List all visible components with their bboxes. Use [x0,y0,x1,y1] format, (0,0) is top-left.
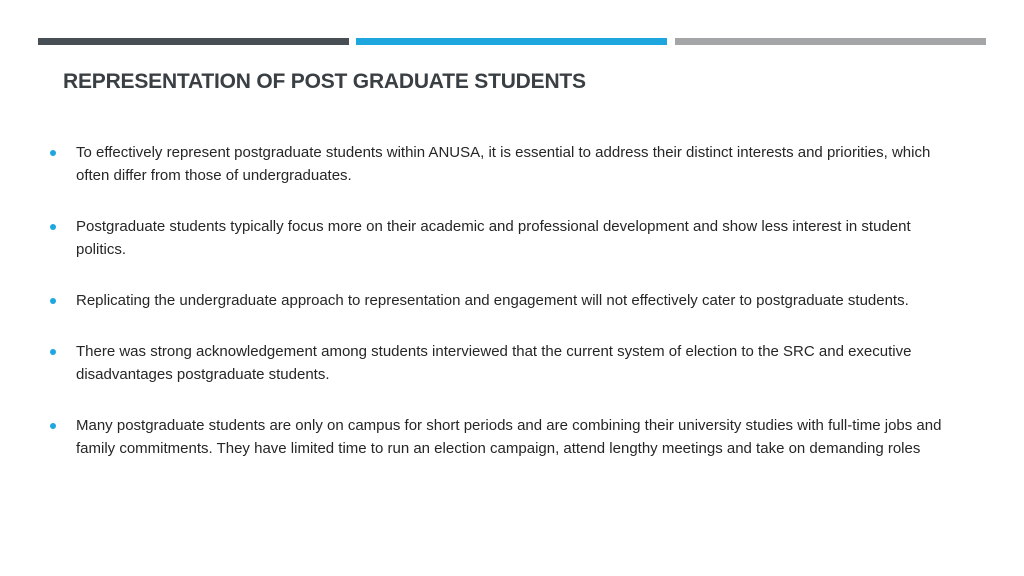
bullet-text: To effectively represent postgraduate students within ANUSA, it is essential to address their distinct interests and priorities, which often differ from those of undergraduates. [76,144,931,184]
bullet-item [48,340,948,386]
bullet-text: There was strong acknowledgement among students interviewed that the current system of election to the SRC and executive disadvantages postgraduate students. [76,343,912,383]
bullet-dot-icon [50,150,56,156]
bullet-dot-icon [50,423,56,429]
bullet-text: Replicating the undergraduate approach to representation and engagement will not effectively cater to postgraduate students. [76,292,909,309]
bullet-list [48,141,948,488]
accent-bar-dark [38,38,349,45]
accent-bar-gray [675,38,986,45]
accent-bar-blue [356,38,667,45]
bullet-text: Postgraduate students typically focus more on their academic and professional development and show less interest in student politics. [76,218,911,258]
bullet-item [48,289,948,312]
slide-title: REPRESENTATION OF POST GRADUATE STUDENTS [63,70,586,93]
bullet-item [48,141,948,187]
bullet-text: Many postgraduate students are only on campus for short periods and are combining their university studies with full-time jobs and family commitments. They have limited time to run an election campaign, attend lengthy meetings and take on demanding roles [76,417,942,457]
bullet-item [48,215,948,261]
bullet-dot-icon [50,224,56,230]
bullet-dot-icon [50,349,56,355]
header-accent-bars [38,38,986,46]
bullet-item [48,414,948,460]
bullet-dot-icon [50,298,56,304]
